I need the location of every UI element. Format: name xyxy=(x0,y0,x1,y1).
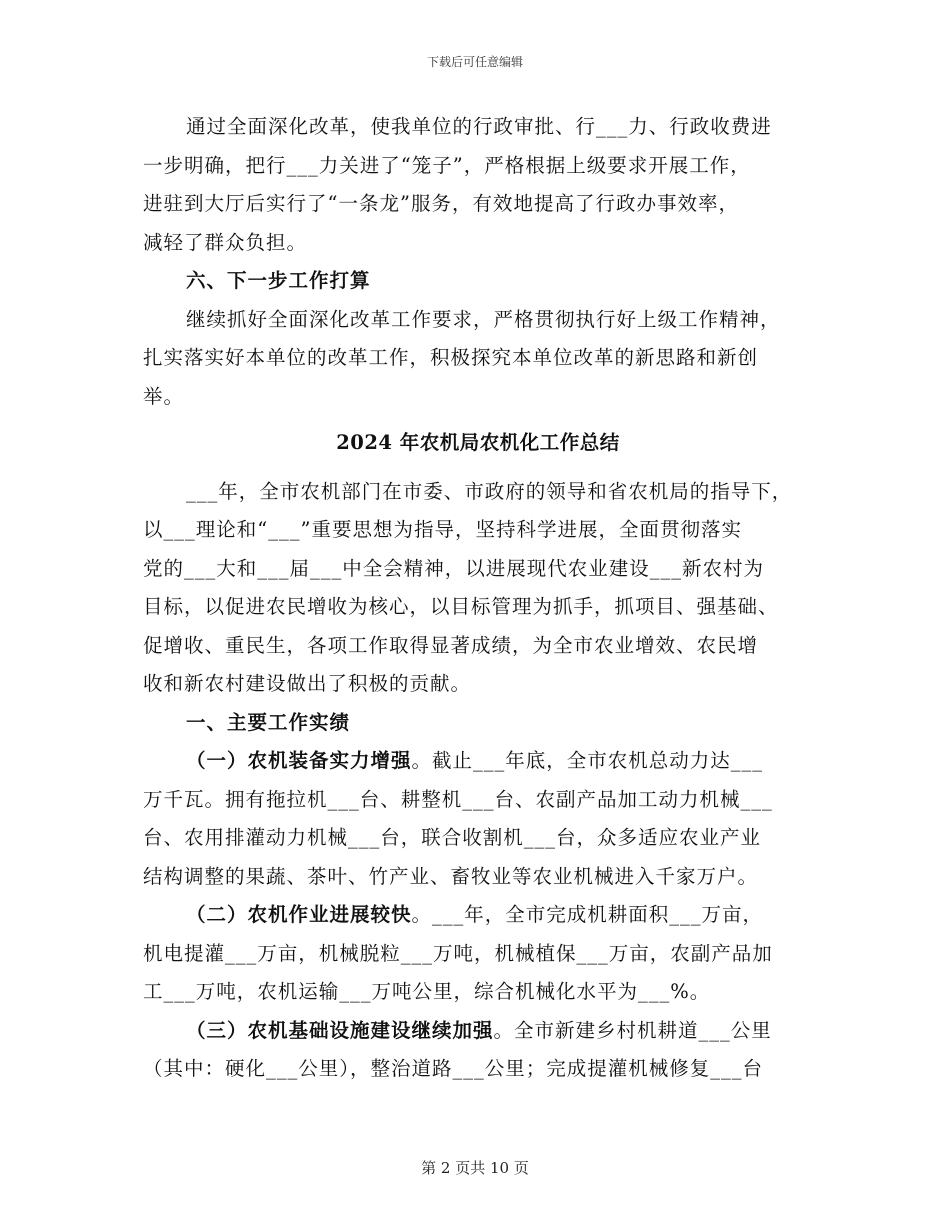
paragraph-next-steps xyxy=(143,301,813,417)
paragraph-infrastructure xyxy=(143,1012,813,1089)
text-line: 一步明确，把行___力关进了“笼子”，严格根据上级要求开展工作， xyxy=(143,153,751,177)
text-line: 结构调整的果蔬、茶叶、竹产业、畜牧业等农业机械进入千家万户。 xyxy=(143,864,759,888)
text-line: ___年，全市农机部门在市委、市政府的领导和省农机局的指导下， xyxy=(186,479,793,503)
text-line: 举。 xyxy=(143,384,185,408)
text-line: 扎实落实好本单位的改革工作，积极探究本单位改革的新思路和新创 xyxy=(143,346,759,369)
paragraph-equipment xyxy=(143,742,813,896)
text-line: 以___理论和“___”重要思想为指导，坚持科学进展，全面贯彻落实 xyxy=(143,518,742,541)
document-body xyxy=(143,108,813,1089)
text-line: 万千瓦。拥有拖拉机___台、耕整机___台、农副产品加工动力机械___ xyxy=(143,787,773,811)
text-line: 进驻到大厅后实行了“一条龙”服务，有效地提高了行政办事效率， xyxy=(143,192,739,215)
text-line: 继续抓好全面深化改革工作要求，严格贯彻执行好上级工作精神， xyxy=(186,307,781,331)
item-lead: （一）农机装备实力增强 xyxy=(186,749,412,772)
item-text: 。全市新建乡村机耕道___公里 xyxy=(493,1018,772,1042)
text-line xyxy=(143,742,813,781)
item-lead: （三）农机基础设施建设继续加强 xyxy=(186,1018,494,1042)
section-heading-next-steps: 六、下一步工作打算 xyxy=(186,269,371,292)
item-text: 。___年，全市完成机耕面积___万亩， xyxy=(411,903,764,926)
text-line: 收和新农村建设做出了积极的贡献。 xyxy=(143,672,472,695)
page-header: 下载后可任意编辑 xyxy=(426,55,523,69)
page-footer: 第 2 页共 10 页 xyxy=(421,1159,529,1177)
text-line: 减轻了群众负担。 xyxy=(143,230,308,254)
document-title: 2024 年农机局农机化工作总结 xyxy=(336,431,620,454)
text-line xyxy=(143,896,813,935)
text-line: 台、农用排灌动力机械___台，联合收割机___台，众多适应农业产业 xyxy=(143,826,762,849)
paragraph-reform-results xyxy=(143,108,813,262)
text-line: 工___万吨，农机运输___万吨公里，综合机械化水平为___%。 xyxy=(143,980,711,1003)
item-lead: （二）农机作业进展较快 xyxy=(186,903,412,926)
text-line: 目标，以促进农民增收为核心，以目标管理为抓手，抓项目、强基础、 xyxy=(143,595,779,618)
paragraph-operations xyxy=(143,896,813,1012)
section-heading-main-achievements: 一、主要工作实绩 xyxy=(186,710,351,734)
text-line: 促增收、重民生，各项工作取得显著成绩，为全市农业增效、农民增 xyxy=(143,633,759,657)
text-line xyxy=(143,1012,813,1051)
text-line: 党的___大和___届___中全会精神，以进展现代农业建设___新农村为 xyxy=(143,556,765,580)
item-text: 。截止___年底，全市农机总动力达___ xyxy=(411,749,764,772)
text-line: 通过全面深化改革，使我单位的行政审批、行___力、行政收费进 xyxy=(186,115,772,138)
text-line: （其中：硬化___公里），整治道路___公里；完成提灌机械修复___台 xyxy=(143,1057,764,1080)
paragraph-intro xyxy=(143,473,813,704)
text-line: 机电提灌___万亩，机械脱粒___万吨，机械植保___万亩，农副产品加 xyxy=(143,941,773,965)
